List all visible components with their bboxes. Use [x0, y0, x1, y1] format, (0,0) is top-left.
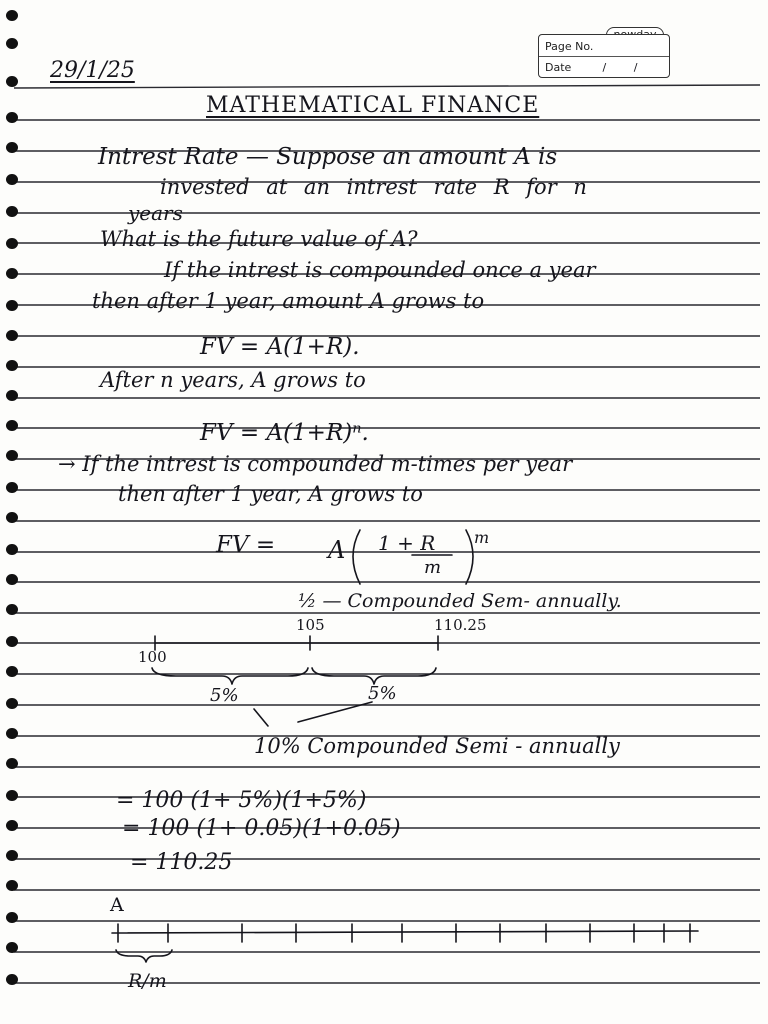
- formula-m-times-exponent: m: [474, 528, 490, 547]
- timeline-label-100: 100: [138, 648, 167, 666]
- brace-first-interval: [116, 950, 172, 962]
- page-title: MATHEMATICAL FINANCE: [206, 93, 540, 118]
- note-date: 29/1/25: [50, 58, 135, 83]
- date-label: Date: [545, 61, 572, 74]
- semiannual-note: ½ — Compounded Sem- annually.: [298, 590, 622, 612]
- formula-n-years: FV = A(1+R)ⁿ.: [200, 420, 369, 446]
- axis-start-label: A: [110, 894, 124, 916]
- note-line: invested at an intrest rate R for n: [160, 175, 587, 199]
- note-line: then after 1 year, A grows to: [118, 482, 423, 506]
- timeline-label-110: 110.25: [434, 616, 487, 634]
- compounding-axis: [112, 931, 698, 933]
- note-line: After n years, A grows to: [100, 368, 366, 392]
- calc-line: = 100 (1+ 5%)(1+5%): [116, 788, 367, 813]
- timeline-label-105: 105: [296, 616, 325, 634]
- semiannual-rate-note: 10% Compounded Semi - annually: [254, 734, 620, 758]
- connector-line: [254, 709, 268, 726]
- note-line: What is the future value of A?: [100, 227, 418, 251]
- note-line: then after 1 year, amount A grows to: [92, 289, 485, 313]
- note-line: → If the intrest is compounded m-times per year: [58, 452, 573, 476]
- formula-paren-right: [466, 530, 473, 584]
- note-line: If the intrest is compounded once a year: [164, 258, 596, 282]
- page-no-label: Page No.: [545, 40, 594, 53]
- formula-m-times-denominator: m: [424, 557, 442, 578]
- formula-m-times-a: A: [328, 536, 346, 564]
- formula-paren-left: [353, 530, 360, 584]
- brace-second-half: [312, 668, 436, 684]
- note-line: years: [128, 201, 183, 225]
- formula-m-times-numerator: 1 + R: [378, 531, 436, 555]
- date-field: / /: [602, 61, 650, 74]
- formula-annual: FV = A(1+R).: [200, 334, 360, 360]
- connector-line: [298, 702, 372, 722]
- axis-step-label: R/m: [128, 970, 167, 992]
- calc-line: = 100 (1+ 0.05)(1+0.05): [122, 816, 401, 841]
- brace-first-half: [152, 668, 308, 684]
- percent-label: 5%: [210, 685, 239, 706]
- percent-label: 5%: [368, 683, 397, 704]
- calc-line: = 110.25: [130, 850, 233, 875]
- formula-m-times-lhs: FV =: [216, 532, 276, 558]
- note-line: Intrest Rate — Suppose an amount A is: [98, 144, 558, 170]
